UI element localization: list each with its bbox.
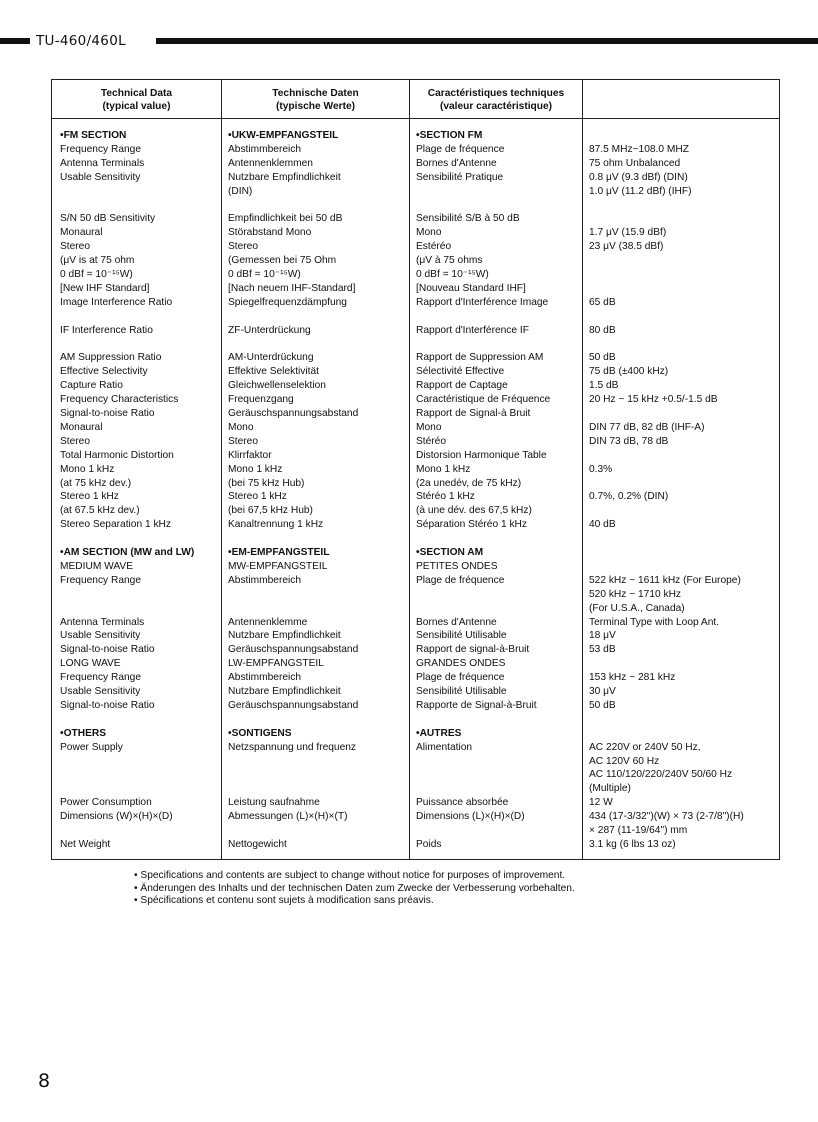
cell-french: Rapport de Captage [416, 380, 508, 392]
cell-german: ZF-Unterdrückung [228, 324, 311, 336]
cell-english: •AM SECTION (MW and LW) [60, 547, 195, 558]
cell-french: (μV à 75 ohms [416, 255, 483, 267]
cell-german: Nutzbare Empfindlichkeit [228, 171, 341, 183]
cell-french: (à une dév. des 67,5 kHz) [416, 505, 532, 517]
cell-french: GRANDES ONDES [416, 658, 506, 670]
cell-german: Gleichwellenselektion [228, 380, 326, 392]
cell-english: Frequency Range [60, 672, 141, 684]
cell-german: Nutzbare Empfindlichkeit [228, 686, 341, 697]
cell-german: 0 dBf = 10⁻¹⁵W) [228, 269, 301, 280]
cell-value: 522 kHz ~ 1611 kHz (For Europe) [589, 574, 741, 586]
cell-english: Power Supply [60, 741, 123, 753]
cell-value: 50 dB [589, 699, 616, 711]
cell-english: Stereo [60, 435, 91, 447]
cell-value: 1.7 μV (15.9 dBf) [589, 227, 667, 239]
cell-value: 30 μV [589, 686, 616, 697]
cell-german: [Nach neuem IHF-Standard] [228, 282, 356, 294]
cell-german: Nettogewicht [228, 838, 287, 850]
cell-german: Geräuschspannungsabstand [228, 644, 359, 656]
column-divider [409, 80, 410, 859]
cell-french: Poids [416, 838, 442, 850]
note-line: • Spécifications et contenu sont sujets à modification sans préavis. [134, 895, 434, 907]
column-subtitle: (valeur caractéristique) [439, 100, 553, 112]
cell-german: Frequenzgang [228, 394, 294, 406]
cell-french: •SECTION FM [416, 130, 483, 141]
cell-french: PETITES ONDES [416, 560, 498, 572]
cell-german: Stereo [228, 241, 259, 253]
cell-french: Plage de fréquence [416, 143, 505, 155]
cell-english: Usable Sensitivity [60, 686, 141, 697]
cell-value: 87.5 MHz~108.0 MHZ [589, 143, 689, 155]
cell-english: Usable Sensitivity [60, 171, 141, 183]
column-subtitle: (typische Werte) [275, 100, 356, 112]
cell-french: Estéréo [416, 241, 452, 253]
cell-french: Stéréo [416, 435, 447, 447]
cell-english: Capture Ratio [60, 380, 123, 392]
cell-german: •EM-EMPFANGSTEIL [228, 547, 330, 558]
cell-english: Power Consumption [60, 797, 152, 809]
cell-value: 434 (17-3/32")(W) × 73 (2-7/8")(H) [589, 811, 744, 823]
cell-german: Stereo 1 kHz [228, 491, 287, 503]
cell-french: Bornes d'Antenne [416, 616, 497, 628]
cell-french: Plage de fréquence [416, 574, 505, 586]
cell-value: 53 dB [589, 644, 616, 656]
note-line: • Änderungen des Inhalts und der technischen Daten zum Zwecke der Verbesserung vorbehalten. [134, 882, 575, 894]
cell-value: 520 kHz ~ 1710 kHz [589, 588, 682, 600]
cell-value: AC 110/120/220/240V 50/60 Hz [589, 769, 733, 781]
cell-german: Abmessungen (L)×(H)×(T) [228, 811, 348, 823]
cell-english: Net Weight [60, 838, 111, 850]
cell-english: Dimensions (W)×(H)×(D) [60, 811, 173, 823]
cell-value: × 287 (11-19/64") mm [589, 825, 688, 836]
cell-english: LONG WAVE [60, 658, 121, 670]
cell-german: Netzspannung und frequenz [228, 741, 357, 753]
cell-english: Frequency Characteristics [60, 394, 179, 406]
column-header-english [52, 88, 221, 113]
column-title: Technical Data [100, 88, 173, 99]
model-title: TU-460/460L [36, 33, 126, 49]
page-number: 8 [38, 1070, 51, 1092]
cell-german: (Gemessen bei 75 Ohm [228, 255, 337, 267]
cell-german: Kanaltrennung 1 kHz [228, 519, 324, 531]
cell-french: [Nouveau Standard IHF] [416, 282, 526, 294]
cell-french: Rapport d'Interférence IF [416, 324, 529, 336]
cell-english: MEDIUM WAVE [60, 560, 134, 572]
cell-french: Caractéristique de Fréquence [416, 394, 551, 406]
cell-german: Geräuschspannungsabstand [228, 408, 359, 419]
cell-french: Rapport de Suppression AM [416, 352, 544, 364]
column-header-german [222, 88, 409, 113]
cell-german: (bei 75 kHz Hub) [228, 477, 305, 489]
cell-english: 0 dBf = 10⁻¹⁵W) [60, 269, 133, 280]
cell-french: Séparation Stéréo 1 kHz [416, 519, 527, 531]
cell-english: •OTHERS [60, 727, 107, 739]
cell-german: •SONTIGENS [228, 727, 292, 739]
cell-german: Abstimmbereich [228, 672, 302, 684]
cell-value: 75 dB (±400 kHz) [589, 366, 669, 378]
header-bar [0, 33, 818, 49]
cell-english: (μV is at 75 ohm [60, 255, 135, 267]
cell-value: 12 W [589, 797, 613, 809]
cell-german: (DIN) [228, 185, 253, 197]
cell-english: Antenna Terminals [60, 616, 145, 628]
cell-french: Rapport de Signal-à Bruit [416, 408, 531, 419]
cell-french: Sensibilité S/B à 50 dB [416, 213, 520, 225]
cell-french: Mono 1 kHz [416, 463, 471, 475]
cell-french: Sélectivité Effective [416, 366, 505, 378]
cell-english: Stereo Separation 1 kHz [60, 519, 171, 531]
column-subtitle: (typical value) [102, 100, 171, 112]
header-divider [52, 118, 779, 119]
cell-english: Antenna Terminals [60, 157, 145, 169]
cell-value: 50 dB [589, 352, 616, 364]
cell-english: Signal-to-noise Ratio [60, 699, 155, 711]
cell-german: Abstimmbereich [228, 574, 302, 586]
cell-french: 0 dBf = 10⁻¹⁵W) [416, 269, 489, 280]
cell-german: Nutzbare Empfindlichkeit [228, 630, 341, 642]
cell-english: •FM SECTION [60, 130, 127, 141]
cell-english: (at 67.5 kHz dev.) [60, 505, 140, 517]
cell-english: Image Interference Ratio [60, 296, 173, 308]
cell-english: Stereo 1 kHz [60, 491, 119, 503]
cell-french: Alimentation [416, 741, 473, 753]
cell-french: Mono [416, 421, 442, 433]
cell-english: S/N 50 dB Sensitivity [60, 213, 156, 225]
cell-french: Bornes d'Antenne [416, 157, 497, 169]
cell-german: Mono 1 kHz [228, 463, 283, 475]
cell-value: 1.0 μV (11.2 dBf) (IHF) [589, 185, 692, 197]
cell-german: Empfindlichkeit bei 50 dB [228, 213, 343, 225]
cell-english: Effective Selectivity [60, 366, 148, 378]
cell-german: Geräuschspannungsabstand [228, 699, 359, 711]
cell-value: 23 μV (38.5 dBf) [589, 241, 664, 253]
cell-value: DIN 73 dB, 78 dB [589, 435, 669, 447]
cell-french: Mono [416, 227, 442, 239]
cell-french: Rapport de signal-à-Bruit [416, 644, 530, 656]
cell-english: Monaural [60, 421, 103, 433]
cell-value: 18 μV [589, 630, 616, 642]
cell-value: 0.7%, 0.2% (DIN) [589, 491, 669, 503]
cell-german: Stereo [228, 435, 259, 447]
cell-german: (bei 67,5 kHz Hub) [228, 505, 313, 517]
cell-french: Distorsion Harmonique Table [416, 449, 547, 461]
cell-english: Frequency Range [60, 574, 141, 586]
cell-value: 0.3% [589, 463, 613, 475]
cell-french: Sensibilité Utilisable [416, 686, 507, 697]
cell-english: Monaural [60, 227, 103, 239]
cell-french: •AUTRES [416, 727, 462, 739]
notes [134, 870, 575, 908]
cell-french: Puissance absorbée [416, 797, 509, 809]
cell-value: 75 ohm Unbalanced [589, 157, 681, 169]
cell-german: Antennenklemme [228, 616, 308, 628]
cell-english: Total Harmonic Distortion [60, 449, 174, 461]
cell-german: AM-Unterdrückung [228, 352, 314, 364]
cell-english: Usable Sensitivity [60, 630, 141, 642]
cell-german: Klirrfaktor [228, 449, 272, 461]
cell-french: Sensibilité Pratique [416, 171, 504, 183]
note-line: • Specifications and contents are subject to change without notice for purposes of improvement. [134, 870, 566, 881]
cell-english: Stereo [60, 241, 91, 253]
cell-value: DIN 77 dB, 82 dB (IHF-A) [589, 421, 705, 433]
cell-french: Rapport d'Interférence Image [416, 296, 549, 308]
cell-german: Leistung saufnahme [228, 797, 320, 809]
cell-value: (Multiple) [589, 783, 631, 795]
cell-english: IF Interference Ratio [60, 324, 153, 336]
cell-value: 0.8 μV (9.3 dBf) (DIN) [589, 171, 688, 183]
cell-german: Antennenklemmen [228, 157, 313, 169]
cell-french: Stéréo 1 kHz [416, 491, 475, 503]
cell-english: AM Suppression Ratio [60, 352, 162, 364]
cell-french: Dimensions (L)×(H)×(D) [416, 811, 525, 823]
cell-value: AC 120V 60 Hz [589, 755, 660, 767]
cell-value: 1.5 dB [589, 380, 619, 392]
cell-english: Mono 1 kHz [60, 463, 115, 475]
column-header-french [410, 88, 582, 113]
cell-english: (at 75 kHz dev.) [60, 477, 132, 489]
header-rule-left [0, 38, 30, 44]
cell-english: Signal-to-noise Ratio [60, 408, 155, 419]
cell-german: •UKW-EMPFANGSTEIL [228, 130, 339, 141]
cell-german: Spiegelfrequenzdämpfung [228, 296, 347, 308]
cell-german: Mono [228, 421, 254, 433]
cell-value: AC 220V or 240V 50 Hz, [589, 741, 701, 753]
cell-value: 20 Hz ~ 15 kHz +0.5/-1.5 dB [589, 394, 718, 406]
cell-german: Abstimmbereich [228, 143, 302, 155]
spec-table [51, 79, 780, 860]
cell-value: 40 dB [589, 519, 616, 531]
cell-german: MW-EMPFANGSTEIL [228, 560, 328, 572]
column-title: Technische Daten [272, 88, 359, 99]
column-title: Caractéristiques techniques [427, 88, 565, 99]
cell-english: [New IHF Standard] [60, 282, 150, 294]
cell-french: Sensibilité Utilisable [416, 630, 507, 642]
cell-french: Plage de fréquence [416, 672, 505, 684]
cell-english: Frequency Range [60, 143, 141, 155]
cell-value: (For U.S.A., Canada) [589, 602, 685, 614]
cell-english: Signal-to-noise Ratio [60, 644, 155, 656]
header-rule-right [156, 38, 818, 44]
cell-value: 80 dB [589, 324, 616, 336]
cell-french: (2a unedév, de 75 kHz) [416, 477, 522, 489]
cell-value: Terminal Type with Loop Ant. [589, 616, 720, 628]
column-divider [221, 80, 222, 859]
column-divider [582, 80, 583, 859]
cell-german: Störabstand Mono [228, 227, 312, 239]
cell-value: 153 kHz ~ 281 kHz [589, 672, 676, 684]
cell-french: •SECTION AM [416, 547, 484, 558]
cell-french: Rapporte de Signal-à-Bruit [416, 699, 537, 711]
cell-german: LW-EMPFANGSTEIL [228, 658, 324, 670]
cell-german: Effektive Selektivität [228, 366, 319, 378]
cell-value: 65 dB [589, 296, 616, 308]
cell-value: 3.1 kg (6 lbs 13 oz) [589, 838, 676, 850]
